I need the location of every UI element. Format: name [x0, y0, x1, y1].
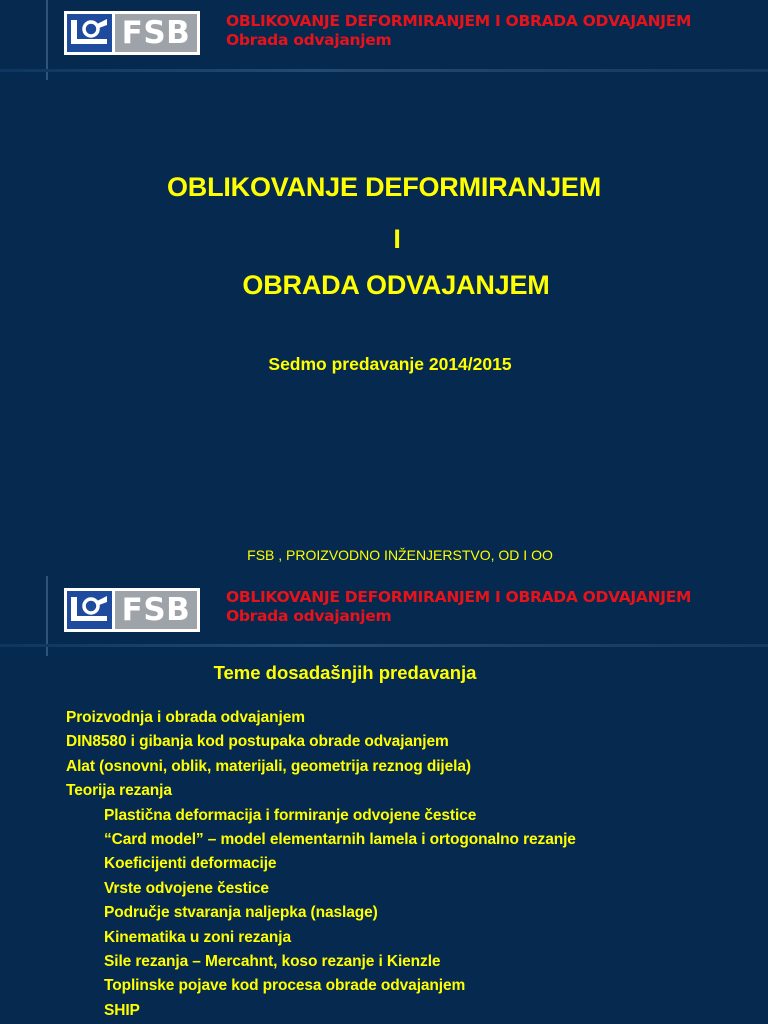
topic-subitem: “Card model” – model elementarnih lamela i ortogonalno rezanje: [104, 830, 576, 848]
lecture-subtitle: Sedmo predavanje 2014/2015: [268, 354, 512, 374]
fsb-logo-text: FSB: [115, 591, 197, 629]
course-header-title: OBLIKOVANJE DEFORMIRANJEM I OBRADA ODVAJANJEM: [226, 12, 692, 30]
footer-department: PROIZVODNO INŽENJERSTVO, OD I OO: [282, 547, 553, 563]
slide-title-line-3: OBRADA ODVAJANJEM: [242, 270, 550, 300]
fsb-emblem-icon: [67, 14, 112, 52]
topic-subitem: Koeficijenti deformacije: [104, 855, 277, 873]
course-header-subtitle: Obrada odvajanjem: [226, 607, 392, 625]
slide-footer: [0, 547, 768, 563]
topic-subitem: Kinematika u zoni rezanja: [104, 928, 291, 946]
header-divider-vertical: [46, 0, 48, 80]
slide-title-line-1: OBLIKOVANJE DEFORMIRANJEM: [166, 172, 602, 202]
course-header: [226, 588, 691, 626]
topic-subitem: Plastična deformacija i formiranje odvojene čestice: [104, 806, 477, 824]
topics-list: [66, 706, 756, 1023]
slide-title-line-2: I: [393, 224, 401, 254]
footer-institution: FSB ,: [247, 547, 283, 563]
topic-subitem: SHIP: [104, 1001, 140, 1019]
topic-item: DIN8580 i gibanja kod postupaka obrade odvajanjem: [66, 733, 449, 751]
header-divider-horizontal: [0, 69, 768, 72]
topic-item: Teorija rezanja: [66, 782, 172, 800]
fsb-logo-text: FSB: [115, 14, 197, 52]
course-header-title: OBLIKOVANJE DEFORMIRANJEM I OBRADA ODVAJANJEM: [226, 588, 692, 606]
topic-subitem: Sile rezanja – Mercahnt, koso rezanje i Kienzle: [104, 952, 441, 970]
course-header: [226, 12, 691, 50]
topics-title: Teme dosadašnjih predavanja: [213, 662, 477, 683]
fsb-logo: [64, 11, 200, 55]
topic-subitem: Područje stvaranja naljepka (naslage): [104, 904, 378, 922]
header-divider-horizontal: [0, 644, 768, 647]
slide-topics: [0, 576, 768, 1024]
fsb-logo: [64, 588, 200, 632]
topic-subitem: Toplinske pojave kod procesa obrade odvajanjem: [104, 977, 466, 995]
course-header-subtitle: Obrada odvajanjem: [226, 31, 392, 49]
topic-item: Alat (osnovni, oblik, materijali, geometrija reznog dijela): [66, 757, 471, 775]
fsb-emblem-icon: [67, 591, 112, 629]
topic-subitem: Vrste odvojene čestice: [104, 879, 269, 897]
topic-item: Proizvodnja i obrada odvajanjem: [66, 709, 305, 726]
